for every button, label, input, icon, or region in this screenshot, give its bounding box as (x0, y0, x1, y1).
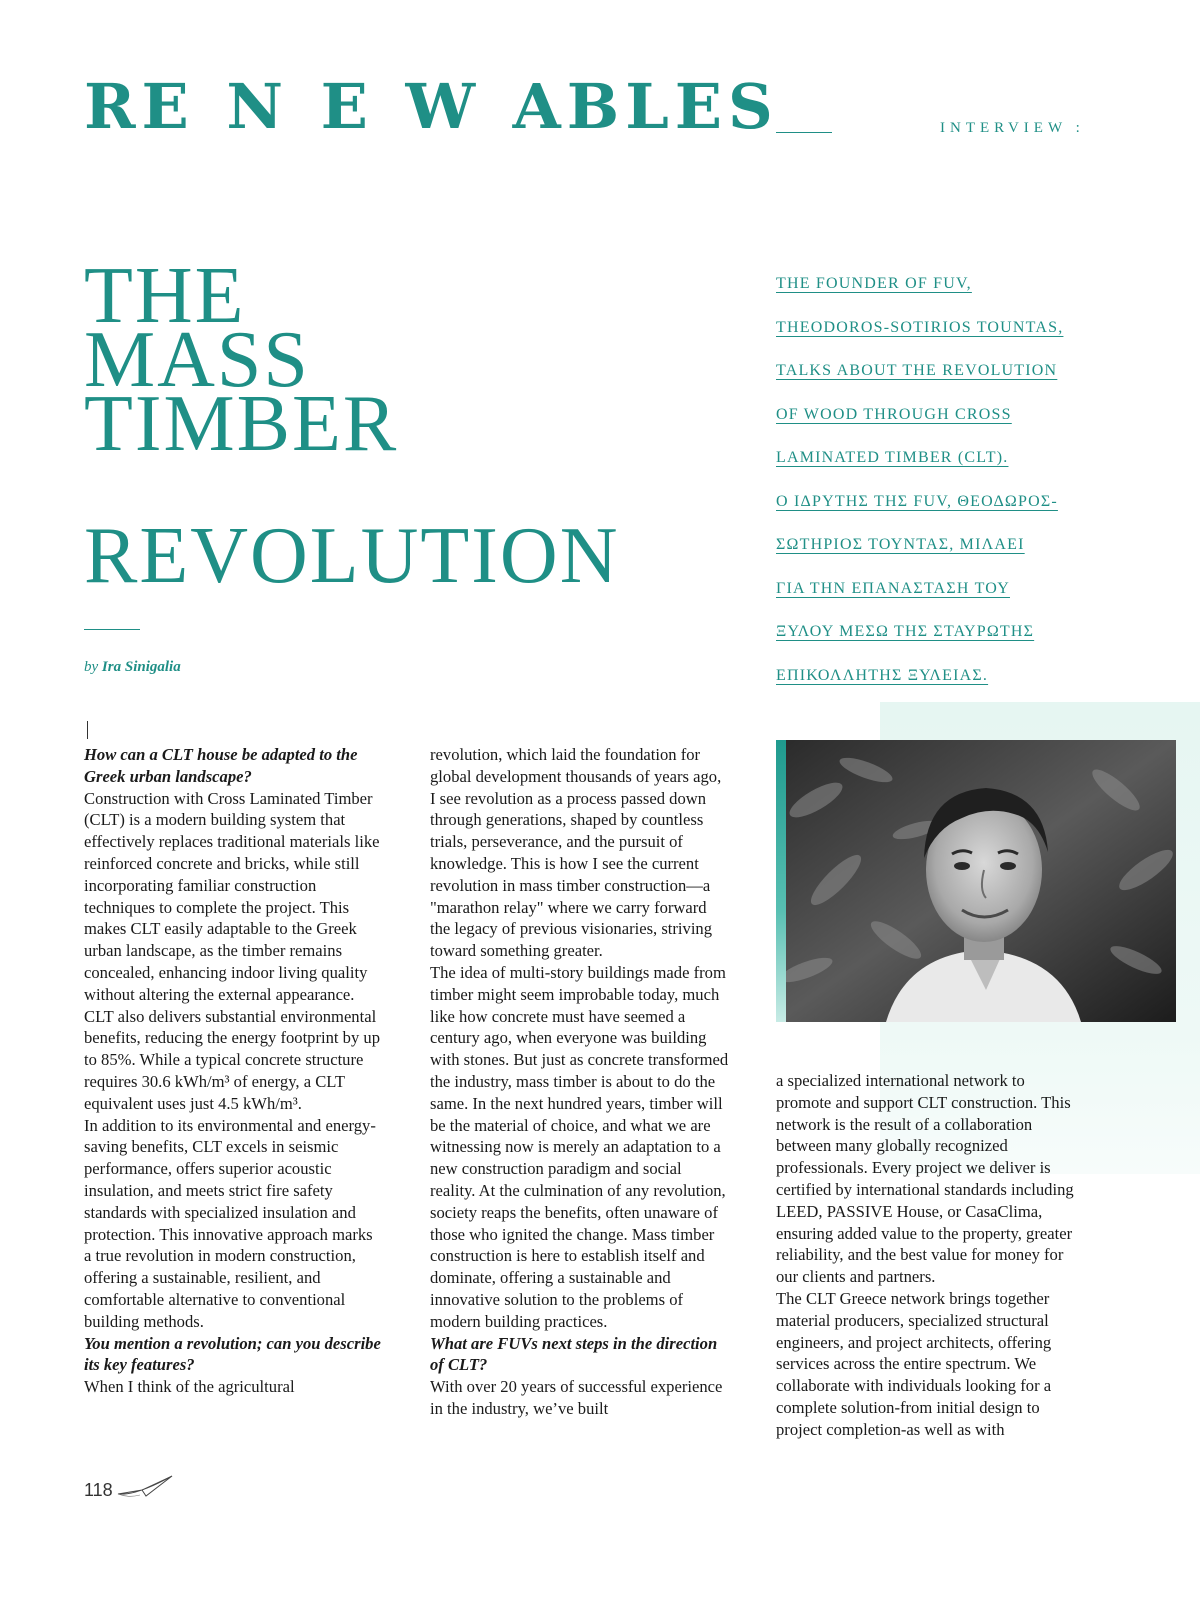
body-paragraph: Construction with Cross Laminated Timber (CLT) is a modern building system that effectively replaces traditional materials like reinforced concrete and bricks, while still incorporating familiar construction techniques to complete the project. This makes CLT easily adaptable to the Greek urban landscape, as the timber remains concealed, enhancing indoor living quality without altering the external appearance. (84, 788, 380, 1004)
body-column-3 (776, 1070, 1076, 1441)
body-paragraph: a specialized international network to promote and support CLT construction. This network is the result of a collaboration between many globally recognized professionals. Every project we deliver is certified by international standards including LEED, PASSIVE House, or CasaClima, ensuring added value to the property, greater reliability, and the best value for money for our clients and partners. (776, 1071, 1074, 1287)
title-divider (84, 629, 140, 630)
interview-question: You mention a revolution; can you describe its key features? (84, 1333, 381, 1375)
title-line-1: THE (84, 252, 246, 340)
body-paragraph: When I think of the agricultural (84, 1377, 295, 1397)
body-column-2 (430, 744, 730, 1420)
body-paragraph: revolution, which laid the foundation for global development thousands of years ago, I see revolution as a process passed down through generations, shaped by countless trials, perseverance, and the pursuit of knowledge. This is how I see the current revolution in mass timber construction—a "marathon relay" where we carry forward the legacy of previous visionaries, striving toward something greater. (430, 745, 722, 961)
byline (84, 659, 181, 676)
article-title (84, 252, 620, 600)
title-line-4: REVOLUTION (84, 512, 620, 600)
body-column-1 (84, 744, 384, 1398)
interview-question: How can a CLT house be adapted to the Greek urban landscape? (84, 745, 358, 786)
deck-line: THE FOUNDER OF FUV, (776, 275, 972, 292)
deck-line: THEODOROS-SOTIRIOS TOUNTAS, (776, 318, 1064, 336)
deck-line: LAMINATED TIMBER (CLT). (776, 449, 1009, 466)
byline-prefix: by (84, 659, 99, 675)
byline-author: Ira Sinigalia (101, 659, 181, 675)
title-line-2: MASS (84, 316, 310, 404)
deck-line: OF WOOD THROUGH CROSS (776, 405, 1012, 423)
article-deck (776, 262, 1106, 697)
deck-line: ΞΥΛΟΥ ΜΕΣΩ ΤΗΣ ΣΤΑΥΡΩΤΗΣ (776, 623, 1035, 640)
interview-question: What are FUVs next steps in the direction of CLT? (430, 1333, 718, 1375)
body-paragraph: CLT also delivers substantial environmental benefits, reducing the energy footprint by up to 85%. While a typical concrete structure requires 30.6 kWh/m³ of energy, a CLT equivalent uses just 4.5 kWh/m³. (84, 1006, 380, 1113)
body-paragraph: The CLT Greece network brings together material producers, specialized structural engineers, and project architects, offering services across the entire spectrum. We collaborate with individuals looking for a complete solution-from initial design to project completion-as well as with (776, 1288, 1052, 1439)
text-cursor (87, 721, 88, 739)
section-divider (776, 132, 832, 133)
deck-line: TALKS ABOUT THE REVOLUTION (776, 362, 1058, 379)
deck-line: ΓΙΑ ΤΗΝ ΕΠΑΝΑΣΤΑΣΗ ΤΟΥ (776, 579, 1010, 597)
portrait-photo (776, 740, 1176, 1022)
magazine-section-brand: RE N E W ABLES (84, 70, 779, 143)
paper-plane-icon (116, 1474, 176, 1500)
body-paragraph: The idea of multi-story buildings made from timber might seem improbable today, much like how concrete must have seemed a century ago, when everyone was building with stones. But just as concrete transformed the industry, mass timber is about to do the same. In the next hundred years, timber will be the material of choice, and what we are witnessing now is merely an adaptation to a new construction paradigm and social reality. At the culmination of any revolution, society reaps the benefits, often unaware of those who ignited the change. Mass timber construction is here to establish itself and dominate, offering a sustainable and innovative solution to the problems of modern building practices. (430, 962, 729, 1331)
title-line-3: TIMBER (84, 380, 399, 468)
body-paragraph: In addition to its environmental and energy-saving benefits, CLT excels in seismic performance, offers superior acoustic insulation, and meets strict fire safety standards with specialized insulation and protection. This innovative approach marks a true revolution in modern construction, offering a sustainable, resilient, and comfortable alternative to conventional building methods. (84, 1115, 376, 1331)
deck-line: ΣΩΤΗΡΙΟΣ ΤΟΥΝΤΑΣ, ΜΙΛΑΕΙ (776, 536, 1025, 553)
deck-line: ΕΠΙΚΟΛΛΗΤΗΣ ΞΥΛΕΙΑΣ. (776, 666, 989, 684)
body-paragraph: With over 20 years of successful experience in the industry, we’ve built (430, 1377, 723, 1418)
deck-line: Ο ΙΔΡΥΤΗΣ ΤΗΣ FUV, ΘΕΟΔΩΡΟΣ- (776, 492, 1058, 510)
decorative-teal-bar (776, 740, 786, 1022)
page-number: 118 (84, 1480, 113, 1500)
portrait-photo-art (776, 740, 1176, 1022)
section-label: INTERVIEW : (940, 120, 1085, 136)
